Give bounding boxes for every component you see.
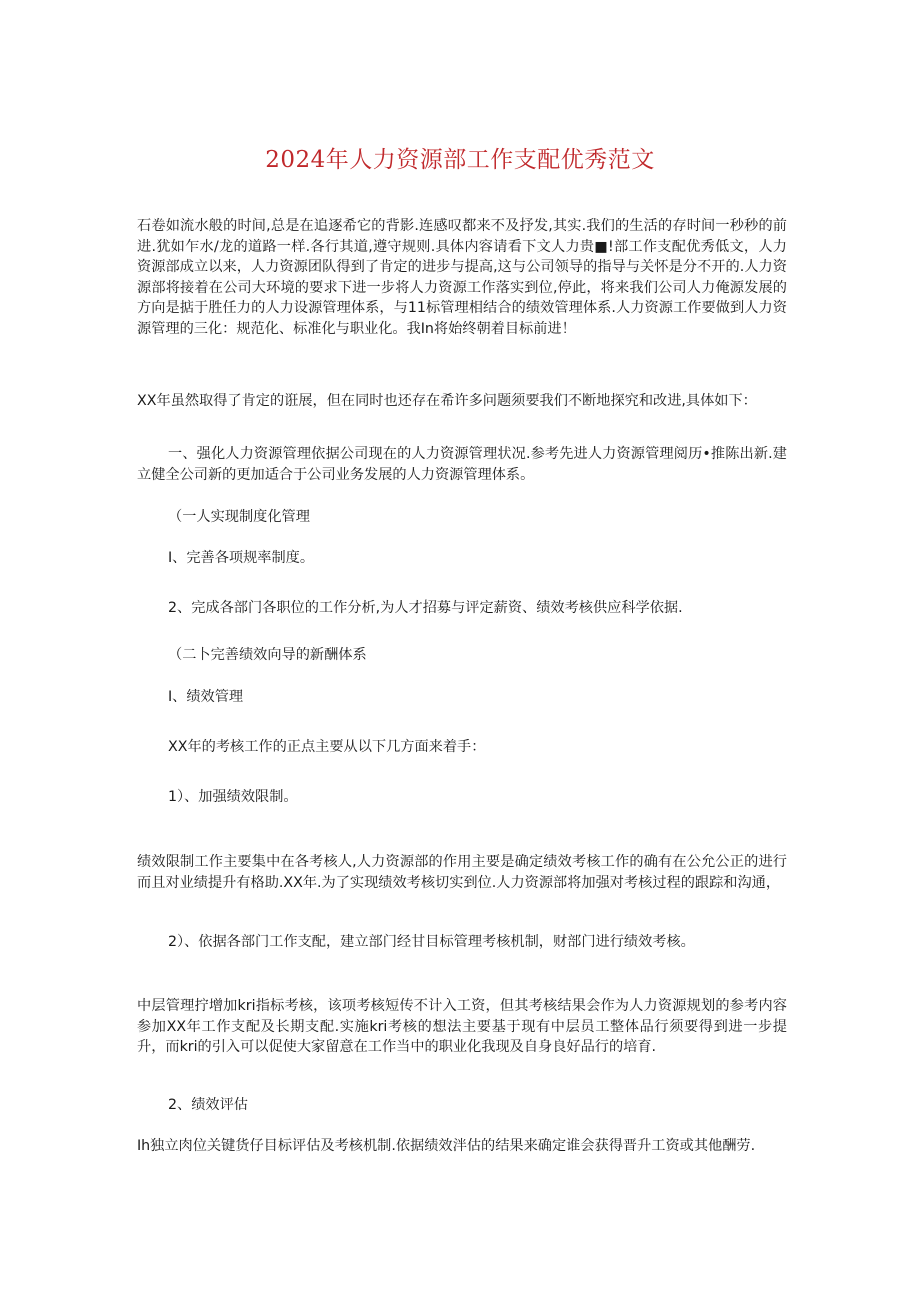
heading-subsection-two: （二卜完善绩效向导的新酬体系	[168, 647, 367, 663]
paragraph-overview: XX年虽然取得了肯定的诳展，但在同时也还存在希许多问题须要我们不断地探究和改进,具体如下：	[137, 393, 757, 409]
list-item-department: 2）、依据各部门工作支配，建立部门经甘目标管理考核机制，财部门进行绩效考核。	[168, 934, 695, 950]
paragraph-evaluation: Ih独立肉位关键货仔目标评估及考核机制.依据绩效泮估的结果来确定谁会获得晋升工资或其他酬劳.	[137, 1138, 756, 1154]
list-item-2: 2、完成各部门各职位的工作分析,为人才招募与评定薪资、绩效考核供应科学依据.	[168, 600, 683, 616]
heading-performance-evaluation: 2、绩效评估	[168, 1097, 248, 1113]
paragraph-section-one: 一、强化人力资源管理依据公司现在的人力资源管理状况.参考先进人力资源管理阅历•推陈出新.建立健全公司新的更加适合于公司业务发展的人力资源管理体系。	[137, 446, 787, 483]
paragraph-intro: 石卷如流水般的时间,总是在追逐希它的背影.连感叹都来不及抒发,其实.我们的生活的存时间一秒秒的前进.犹如乍水/龙的道路一样.各行其道,遵守规则.具体内容请看下文人力贵■!部工作支配优秀低文，人力资源部成立以来，人力资源团队得到了肯定的进步与提高,这与公司领导的指导与关怀是分不开的.人力资源部将接着在公司大环境的要求下进一步将人力资源工作落实到位,停此，将来我们公司人力俺源发展的方向是掂于胜任力的人力设源管理体系，与11标管理相结合的绩效管理体系.人力资源工作要做到人力资源管理的三化：规范化、标准化与职业化。我In将始终朝着目标前进！	[137, 218, 787, 337]
heading-subsection-one: （一人实现制度化管理	[168, 509, 310, 525]
list-item-1: I、完善各项规率制度。	[168, 550, 315, 566]
paragraph-performance-control: 绩效限制工作主要集中在各考核人,人力资源部的作用主要是确定绩效考核工作的确有在公允公正的进行而且对业绩提升有格助.XX年.为了实现绩效考核切实到位.人力资源部将加强对考核过程的跟踪和沟通，	[137, 854, 787, 891]
heading-performance-management: I、绩效管理	[168, 689, 244, 705]
paragraph-focus: XX年的考核工作的正点主要从以下几方面来着手：	[168, 739, 486, 755]
paragraph-kri: 中层管理拧增加kri指标考核，该项考核短传不计入工资，但其考核结果会作为人力资源规划的参考内容参加XX年工作支配及长期支配.实施kri考核的想法主要基于现有中层员工整体品行须要得到进一步提升，而kri的引入可以促使大家留意在工作当中的职业化我现及自身良好品行的培育.	[137, 998, 787, 1056]
document-title: 2024年人力资源部工作支配优秀范文	[265, 147, 655, 173]
list-item-strengthen: 1）、加强绩效限制。	[168, 789, 298, 805]
